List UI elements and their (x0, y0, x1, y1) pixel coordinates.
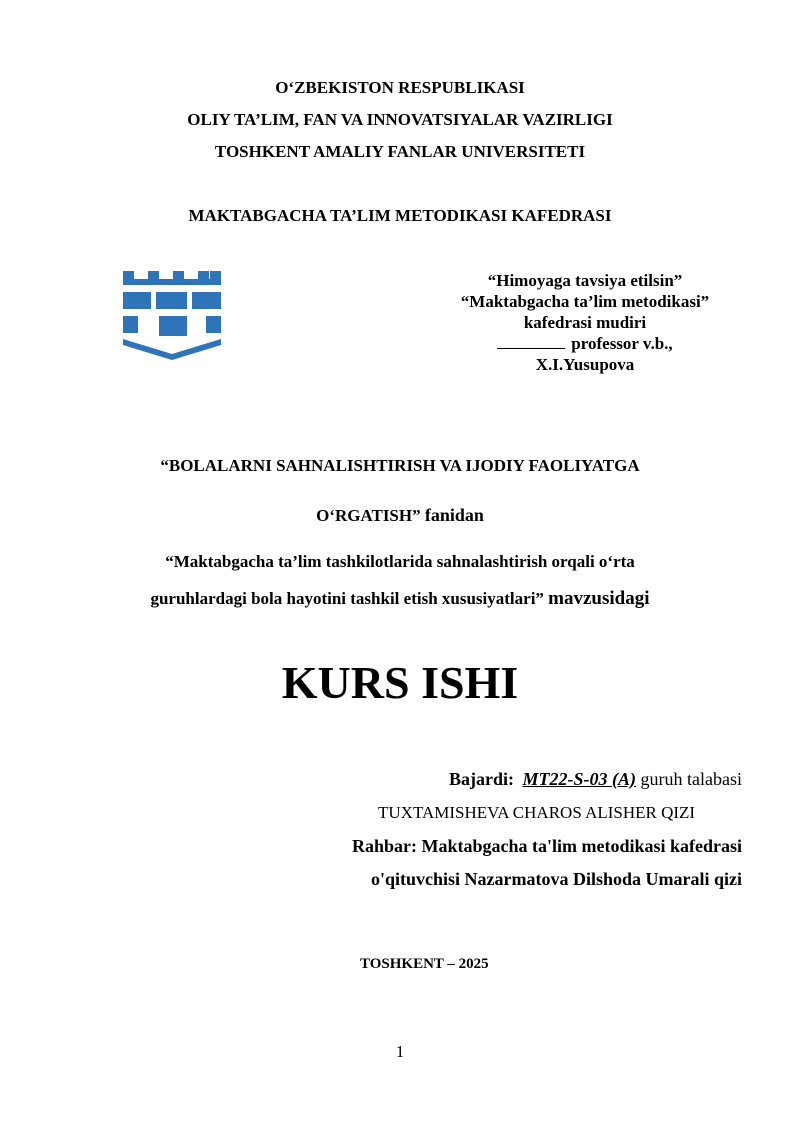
subject-line-1: “BOLALARNI SAHNALISHTIRISH VA IJODIY FAOLIYATGA (160, 456, 640, 475)
approval-line-2: “Maktabgacha ta’lim metodikasi” (460, 292, 710, 311)
ministry-name: OLIY TA’LIM, FAN VA INNOVATSIYALAR VAZIRLIGI (187, 110, 613, 129)
approval-line-1: “Himoyaga tavsiya etilsin” (487, 271, 683, 290)
author-group-suffix: guruh talabasi (640, 769, 742, 789)
subject-line-2-rest: fanidan (424, 505, 484, 525)
city-year: TOSHKENT – 2025 (360, 956, 489, 972)
approval-line-5: X.I.Yusupova (535, 355, 635, 374)
page-number: 1 (395, 1042, 405, 1061)
ministry-country: O‘ZBEKISTON RESPUBLIKASI (275, 78, 525, 97)
university-name: TOSHKENT AMALIY FANLAR UNIVERSITETI (214, 142, 586, 161)
approval-title: professor v.b., (571, 334, 673, 353)
supervisor-line-1: Rahbar: Maktabgacha ta'lim metodikasi kafedrasi (351, 836, 742, 856)
supervisor-line-2: o'qituvchisi Nazarmatova Dilshoda Umarali qizi (370, 869, 742, 889)
approval-line-3: kafedrasi mudiri (523, 313, 647, 332)
topic-suffix: mavzusidagi (548, 588, 650, 609)
author-name: TUXTAMISHEVA CHAROS ALISHER QIZI (378, 803, 696, 822)
topic-line-1: “Maktabgacha ta’lim tashkilotlarida sahnalashtirish orqali o‘rta (165, 552, 635, 571)
department-name: MAKTABGACHA TA’LIM METODIKASI KAFEDRASI (188, 206, 612, 225)
signature-line (497, 334, 565, 349)
author-label: Bajardi: (449, 769, 515, 789)
topic-line-2-text: guruhlardagi bola hayotini tashkil etish xususiyatlari” (150, 589, 544, 608)
approval-line-4 (440, 333, 730, 354)
approval-block (440, 270, 730, 375)
subject-line-2-caps: O‘RGATISH” (316, 506, 421, 525)
document-title: KURS ISHI (281, 657, 519, 708)
subject-line-2 (0, 505, 800, 526)
author-group-line (449, 769, 742, 790)
university-shield-logo (122, 271, 222, 361)
author-group: MT22-S-03 (A) (522, 769, 637, 789)
topic-line-2 (0, 588, 800, 610)
